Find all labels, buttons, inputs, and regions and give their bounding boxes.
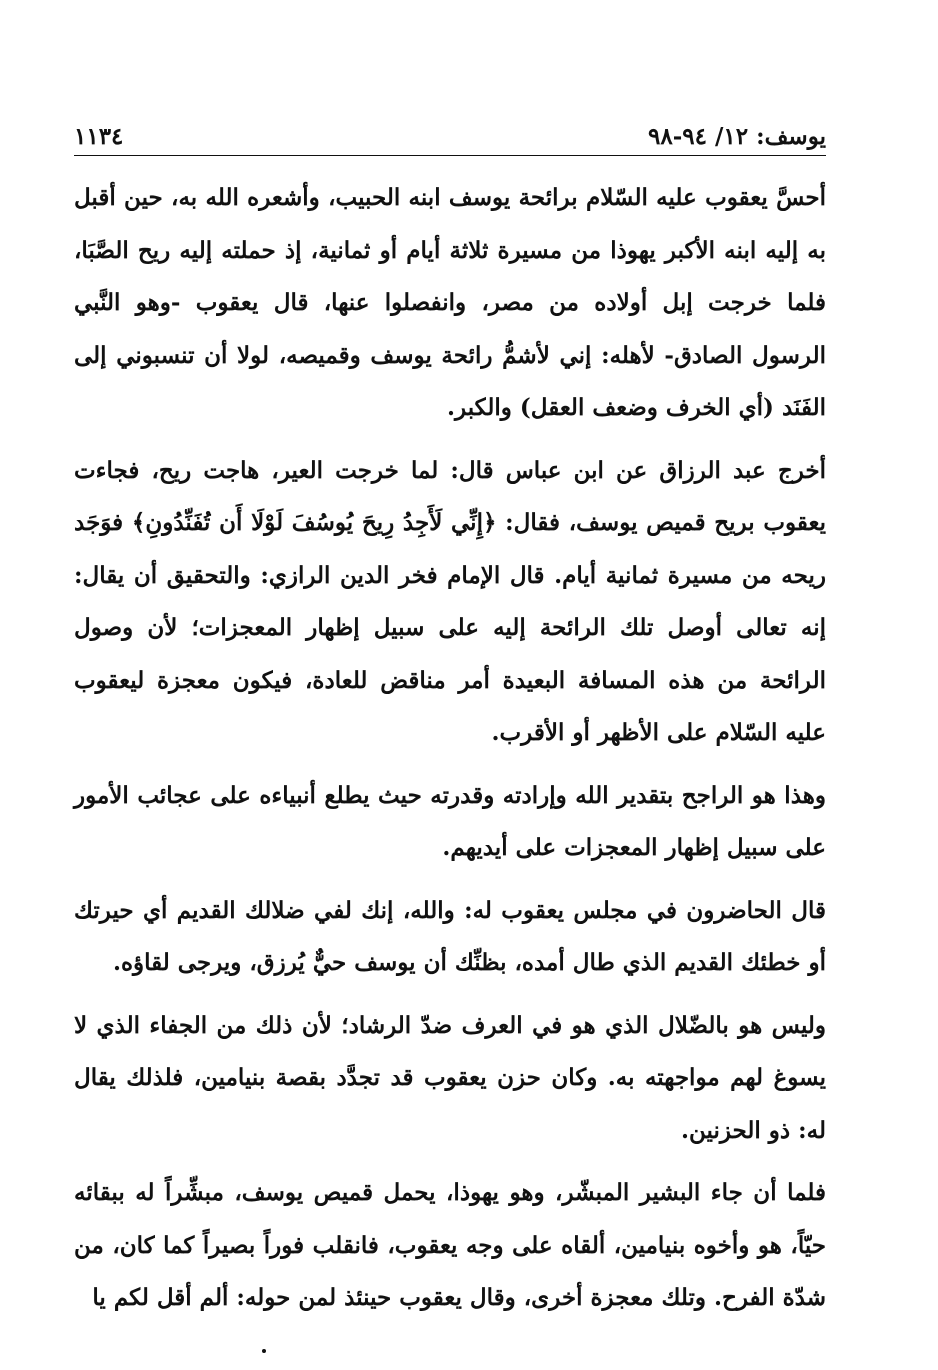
- page-speck: [262, 1349, 266, 1353]
- page-number: ١١٣٤: [74, 123, 124, 150]
- paragraph: وليس هو بالضّلال الذي هو في العرف ضدّ الرشاد؛ لأن ذلك من الجفاء الذي لا يسوغ لهم مواجهته به. وكان حزن يعقوب قد تجدَّد بقصة بنيامين، فلذلك يقال له: ذو الحزنين.: [74, 1011, 826, 1144]
- paragraph: أحسَّ يعقوب عليه السّلام برائحة يوسف ابنه الحبيب، وأشعره الله به، حين أقبل به إليه ابنه الأكبر يهوذا من مسيرة ثلاثة أيام أو ثمانية، إذ حملته إليه ريح الصَّبَا، فلما خرجت إبل أولاده من مصر، وانفصلوا عنها، قال يعقوب -وهو النَّبي الرسول الصادق- لأهله: إني لأشمُّ رائحة يوسف وقميصه، لولا أن تنسبوني إلى الفَنَد (أي الخرف وضعف العقل) والكبر.: [74, 184, 826, 421]
- paragraph: وهذا هو الراجح بتقدير الله وإرادته وقدرته حيث يطلع أنبياءه على عجائب الأمور على سبيل إظهار المعجزات على أيديهم.: [74, 781, 826, 861]
- paragraph: فلما أن جاء البشير المبشّر، وهو يهوذا، يحمل قميص يوسف، مبشِّراً له ببقائه حيّاً، هو وأخوه بنيامين، ألقاه على وجه يعقوب، فانقلب فوراً بصيراً كما كان، من شدّة الفرح. وتلك معجزة أخرى، وقال يعقوب حينئذ لمن حوله: ألم أقل لكم يا: [74, 1179, 826, 1311]
- page-header: [74, 110, 826, 150]
- paragraph: قال الحاضرون في مجلس يعقوب له: والله، إنك لفي ضلالك القديم أي حيرتك أو خطئك القديم الذي طال أمده، بظنِّك أن يوسف حيٌّ يُرزق، ويرجى لقاؤه.: [74, 896, 826, 976]
- page-body: [74, 172, 826, 1335]
- header-rule: [74, 155, 826, 156]
- paragraph: أخرج عبد الرزاق عن ابن عباس قال: لما خرجت العير، هاجت ريح، فجاءت يعقوب بريح قميص يوسف، فقال: ﴿إِنِّي لَأَجِدُ رِيحَ يُوسُفَ لَوْلَا أَن تُفَنِّدُونِ﴾ فوَجَد ريحه من مسيرة ثمانية أيام. قال الإمام فخر الدين الرازي: والتحقيق أن يقال: إنه تعالى أوصل تلك الرائحة إليه على سبيل إظهار المعجزات؛ لأن وصول الرائحة من هذه المسافة البعيدة أمر مناقض للعادة، فيكون معجزة ليعقوب عليه السّلام على الأظهر أو الأقرب.: [74, 456, 826, 746]
- surah-verse-reference: يوسف: ١٢/ ٩٤-٩٨: [648, 123, 826, 150]
